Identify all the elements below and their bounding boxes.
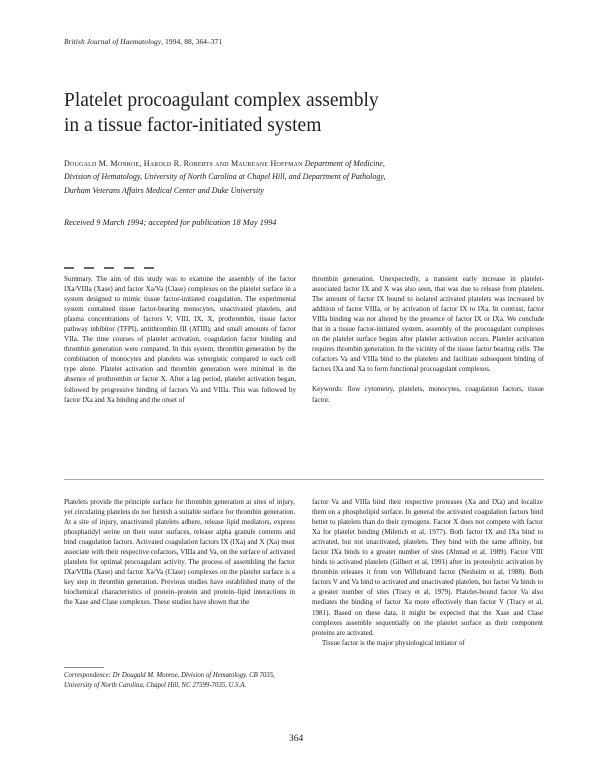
keywords [312,384,544,404]
author-block [64,157,549,197]
correspondence-note: Correspondence: Dr Dougald M. Monroe, Division of Hematology, CB 7035, University of North Carolina, Chapel Hill, NC 27599-7035, U.S.A. [64,672,275,689]
footnote-rule [64,667,104,668]
body-paragraph: Platelets provide the principle surface for thrombin generation at sites of injury, yet circulating platelets do not furnish a suitable surface for thrombin generation. At a site of injury, unactivated platelets adhere, release lipid mediators, express phosphatidyl serine on their outer surfaces, release alpha granule contents and bind coagulation factors. Activated coagulation factors IX (IXa) and X (Xa) must associate with their respective cofactors, VIIIa and Va, on the surface of activated platelets for optimal procoagulant activity. The process of assembling the factor IXa/VIIIa (Xase) and factor Xa/Va (Clase) complexes on the platelet surface is a key step in thrombin generation. Previous studies have established many of the biochemical characteristics of protein–protein and protein–lipid interactions in the Xase and Clase complexes. These studies have shown that the [64,498,295,607]
divider-dash [84,267,94,269]
page-number: 364 [289,734,304,744]
author-names: Dougald M. Monroe, Harold R. Roberts and Maureane Hoffman [64,159,303,168]
body-paragraph: Tissue factor is the major physiological initiator of [322,638,465,647]
body-right-column [312,497,543,648]
journal-volume-pages: , 1994, 88, 364–371 [161,37,223,46]
divider-dash [104,267,114,269]
affiliation-line-3: Durham Veterans Affairs Medical Center and Duke University [64,185,264,195]
keywords-list: flow cytometry, platelets, monocytes, coagulation factors, tissue factor. [312,385,544,404]
body-left-column [64,497,295,608]
abstract-left-column [64,274,296,405]
journal-name: British Journal of Haematology [64,37,162,46]
affiliation-line-1: Department of Medicine, [304,159,385,168]
abstract-text-right: thrombin generation. Unexpectedly, a transient early increase in platelet-associated factor IX and X was also seen, that was due to release from platelets. The amount of factor IX bound to isolated activated platelets was increased by addition of factor VIIIa, or by activation of factor IX to IXa. In contrast, factor VIIIa binding was not altered by the presence of factor IX or IXa. We conclude that in a tissue factor-initiated system, assembly of the procoagulant complexes on the platelet surface begins after platelet activation occurs. Platelet activation requires thrombin generation. In the vicinity of the tissue factor bearing cells. The cofactors Va and VIIIa bind to the platelets and facilitate subsequent binding of factors IXa and Xa to form functional procoagulant complexes. [312,275,544,374]
received-dates: Received 9 March 1994; accepted for publication 18 May 1994 [64,218,277,227]
keywords-label: Keywords: [312,385,343,394]
article-title [64,88,544,138]
title-line-1: Platelet procoagulant complex assembly [64,90,379,111]
title-line-2: in a tissue factor-initiated system [64,115,322,136]
abstract-separator [64,479,544,480]
divider-dash [124,267,134,269]
abstract-right-column [312,274,544,405]
divider-dash [64,267,74,269]
journal-citation [64,37,222,46]
abstract-text-left: Summary. The aim of this study was to examine the assembly of the factor IXa/VIIIa (Xase) and factor Xa/Va (Clase) complexes on the platelet surface in a system designed to mimic tissue factor-initiated coagulation. The experimental system contained tissue factor-bearing monocytes, unactivated platelets, and plasma concentrations of factors V, VIII, IX, X, prothrombin, tissue factor pathway inhibitor (TFPI), antithrombin III (ATIII), and small amounts of factor VIIa. The time courses of platelet activation, coagulation factor binding and thrombin generation were compared. In this system, thrombin generation by the combination of monocytes and platelets was synergistic compared to each cell type alone. Platelet activation and thrombin generation were minimal in the absence of prothrombin or factor X. After a lag period, platelet activation began, followed by progressive binding of factors Va and VIIIa. This was followed by factor IXa and Xa binding and the onset of [64,275,296,404]
affiliation-line-2: Division of Hematology, University of North Carolina at Chapel Hill, and Department of Pathology, [64,172,386,182]
divider-dash [144,267,154,269]
body-paragraph: factor Va and VIIIa bind their respective proteases (Xa and IXa) and localize them on a phospholipid surface. In general the activated coagulation factors bind better to platelets than do their zymogens. Factor X does not compete with factor Xa for platelet binding (Miletich et al, 1977). Both factor IX and IXa bind to activated, but not unactivated, platelets. They bind with the same affinity, but factor IXa binds to a greater number of sites (Ahmad et al, 1989). Factor VIII binds to activated platelets (Gilbert et al, 1991) after its proteolytic activation by thrombin releases it from von Willebrand factor (Nesheim et al, 1988). Both factors V and Va bind to activated and unactivated platelets, but factor Va binds to a greater number of sites (Tracy et al, 1979). Platelet-bound factor Va also mediates the binding of factor Xa more effectively than factor V (Tracy et al, 1981). Based on these data, it might be expected that the Xase and Clase complexes assemble sequentially on the platelet surface as their component proteins are activated. [312,498,543,637]
